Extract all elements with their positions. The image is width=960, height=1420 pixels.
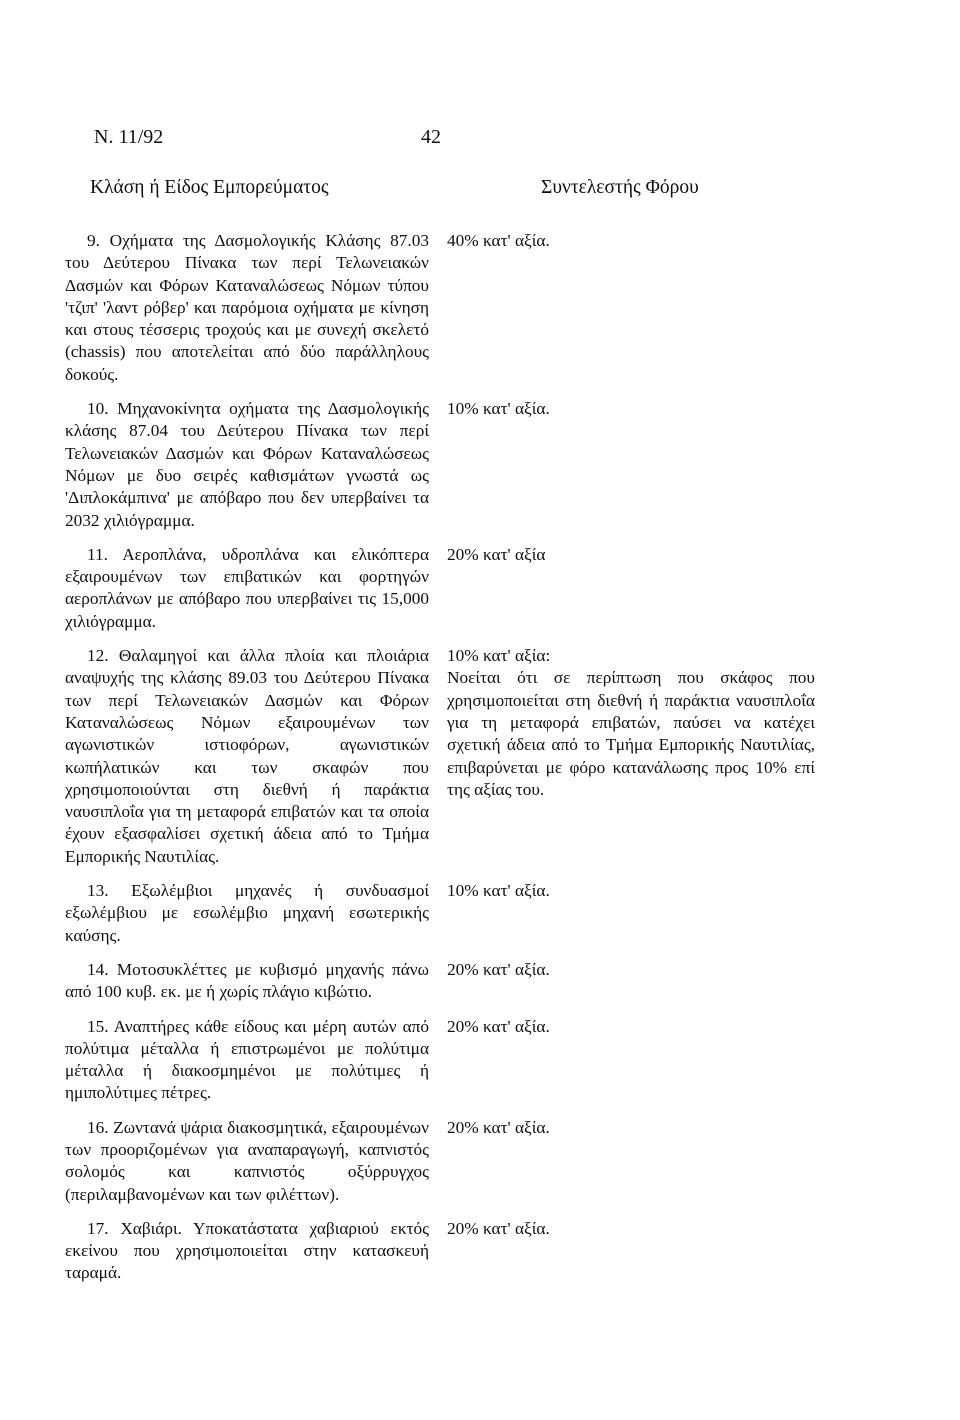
entry-rate-note: Νοείται ότι σε περίπτωση που σκάφος που χρησιμοποιείται στη διεθνή ή παράκτια ναυσιπλοΐα για τη μεταφορά επιβατών, παύσει να κατέχει σχετική άδεια από το Τμήμα Εμπορικής Ναυτιλίας, επιβαρύνεται με φόρο κατανάλωσης προς 10% επί της αξίας του. [447,668,815,799]
entry-goods-text: 15. Αναπτήρες κάθε είδους και μέρη αυτών από πολύτιμα μέταλλα ή επιστρωμένοι με πολύτιμα μέταλλα ή διακοσμημένοι με πολύτιμες ή ημιπολύτιμες πέτρες. [65,1016,429,1103]
law-reference: Ν. 11/92 [94,126,164,148]
entry-goods-text: 16. Ζωντανά ψάρια διακοσμητικά, εξαιρουμένων των προοριζομένων για αναπαραγωγή, καπνιστός σολομός και καπνιστός οξύρρυγχος (περιλαμβανομένων και των φιλέττων). [65,1117,429,1204]
entry-rate-cell [447,1218,815,1285]
entry-rate-cell [447,544,815,633]
entry-goods-text: 13. Εξωλέμβιοι μηχανές ή συνδυασμοί εξωλέμβιου με εσωλέμβιο μηχανή εσωτερικής καύσης. [65,881,429,945]
entry-rate: 20% κατ' αξία. [447,959,550,979]
page-number: 42 [421,126,441,148]
entry-row [0,959,960,1004]
entry-goods-text: 14. Μοτοσυκλέττες με κυβισμό μηχανής πάνω από 100 κυβ. εκ. με ή χωρίς πλάγιο κιβώτιο. [65,959,429,1002]
entry-rate: 20% κατ' αξία [447,544,546,564]
entry-row [0,1218,960,1285]
entry-row [0,1016,960,1105]
entry-rate: 20% κατ' αξία. [447,1016,550,1036]
entry-row [0,645,960,868]
entry-row [0,544,960,633]
entry-rate-cell [447,959,815,1004]
entry-goods-text: 12. Θαλαμηγοί και άλλα πλοία και πλοιάρια αναψυχής της κλάσης 89.03 του Δεύτερου Πίνακα των περί Τελωνειακών Δασμών και Φόρων Καταναλώσεως Νόμων εξαιρουμένων των αγωνιστικών ιστιοφόρων, αγωνιστικών κωπήλατικών και των σκαφών που χρησιμοποιούνται στη διεθνή ή παράκτια ναυσιπλοΐα για τη μεταφορά επιβατών και τα οποία έχουν εξασφαλίσει σχετική άδεια από το Τμήμα Εμπορικής Ναυτιλίας. [65,646,429,866]
entry-goods-text: 17. Χαβιάρι. Υποκατάστατα χαβιαριού εκτός εκείνου που χρησιμοποιείται στην κατασκευή ταραμά. [65,1218,429,1283]
entry-row [0,230,960,386]
entry-rate-cell [447,645,815,868]
entry-rate: 10% κατ' αξία. [447,881,550,901]
column-header-rate: Συντελεστής Φόρου [541,177,699,198]
entry-rate: 10% κατ' αξία: [447,646,551,666]
entry-goods-text: 9. Οχήματα της Δασμολογικής Κλάσης 87.03 του Δεύτερου Πίνακα των περί Τελωνειακών Δασμών και Φόρων Καταναλώσεως Νόμων τύπου 'τζιπ' 'λαντ ρόβερ' και παρόμοια οχήματα με κίνηση και στους τέσσερις τροχούς και με συνεχή σκελετό (chassis) που αποτελείται από δύο παράλληλους δοκούς. [65,231,429,384]
entry-rate-cell [447,398,815,532]
entries-list [0,230,960,1297]
entry-rate: 20% κατ' αξία. [447,1218,550,1238]
entry-goods-text: 10. Μηχανοκίνητα οχήματα της Δασμολογικής κλάσης 87.04 του Δεύτερου Πίνακα των περί Τελωνειακών Δασμών και Φόρων Καταναλώσεως Νόμων με δυο σειρές καθισμάτων γνωστά ως 'Διπλοκάμπινα' με απόβαρο που δεν υπερβαίνει τα 2032 χιλιόγραμμα. [65,399,429,530]
entry-rate-cell [447,230,815,386]
entry-rate: 10% κατ' αξία. [447,399,550,419]
entry-row [0,880,960,947]
entry-row [0,398,960,532]
entry-rate-cell [447,880,815,947]
entry-rate-cell [447,1016,815,1105]
entry-goods-text: 11. Αεροπλάνα, υδροπλάνα και ελικόπτερα εξαιρουμένων των επιβατικών και φορτηγών αεροπλάνων με απόβαρο που υπερβαίνει τις 15,000 χιλιόγραμμα. [65,544,429,631]
entry-rate: 40% κατ' αξία. [447,231,550,250]
entry-rate: 20% κατ' αξία. [447,1117,550,1137]
entry-row [0,1117,960,1206]
column-header-goods: Κλάση ή Είδος Εμπορεύματος [90,177,329,198]
entry-rate-cell [447,1117,815,1206]
